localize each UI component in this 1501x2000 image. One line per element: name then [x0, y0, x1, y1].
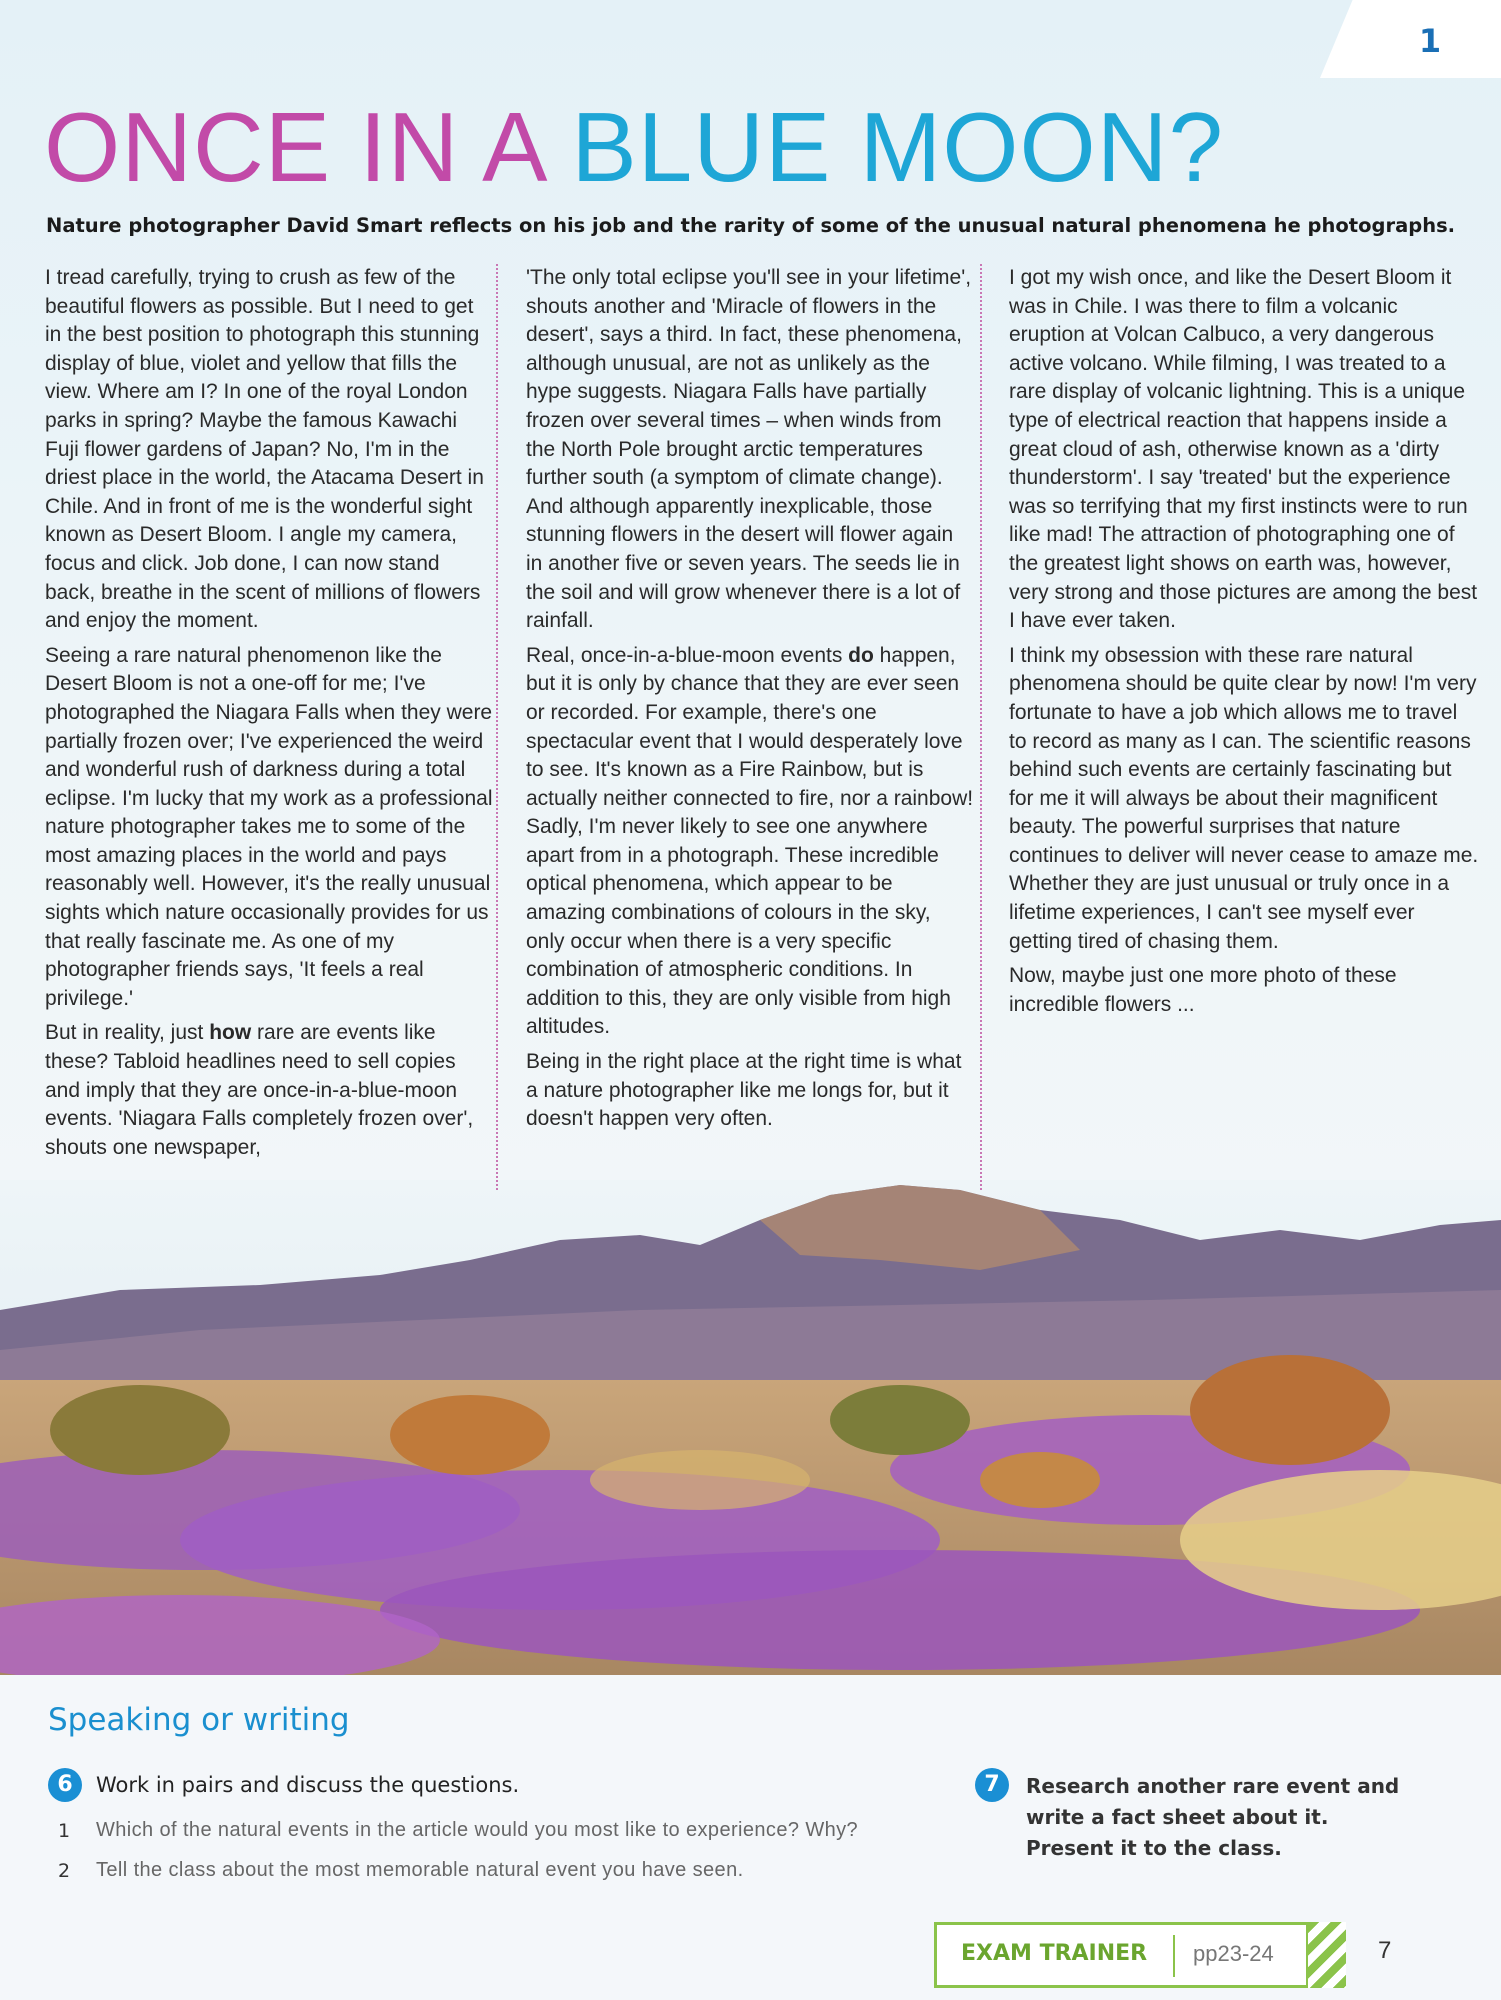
- col2-paragraph-2: Real, once-in-a-blue-moon events do happen, but it is only by chance that they are ever seen or recorded. For example, there's one spectacular event that I would desperately love to see. It's known as a Fire Rainbow, but is actually neither connected to fire, nor a rainbow! Sadly, I'm never likely to see one anywhere apart from in a photograph. These incredible optical phenomena, which appear to be amazing combinations of colours in the sky, only occur when there is a very specific combination of atmospheric conditions. In addition to this, they are only visible from high altitudes.: [526, 643, 974, 1039]
- col2-paragraph-1: 'The only total eclipse you'll see in your lifetime', shouts another and 'Miracle of flowers in the desert', says a third. In fact, these phenomena, although unusual, are not as unlikely as the hype suggests. Niagara Falls have partially frozen over several times – when winds from the North Pole brought arctic temperatures further south (a symptom of climate change). And although apparently inexplicable, those stunning flowers in the desert will flower again in another five or seven years. The seeds lie in the soil and will grow whenever there is a lot of rainfall.: [526, 266, 972, 633]
- question-2-text: Tell the class about the most memorable natural event you have seen.: [96, 1859, 744, 1881]
- exercise-7-badge: 7: [975, 1768, 1009, 1802]
- column-divider-2: [980, 264, 982, 1190]
- col1-paragraph-1: I tread carefully, trying to crush as few of the beautiful flowers as possible. But I need to get in the best position to photograph this stunning display of blue, violet and yellow that fills the view. Where am I? In one of the royal London parks in spring? Maybe the famous Kawachi Fuji flower gardens of Japan? No, I'm in the driest place in the world, the Atacama Desert in Chile. And in front of me is the wonderful sight known as Desert Bloom. I angle my camera, focus and click. Job done, I can now stand back, breathe in the scent of millions of flowers and enjoy the moment.: [45, 266, 484, 633]
- title-part-1: ONCE IN A: [44, 92, 572, 202]
- exam-trainer-stripes: [1308, 1922, 1346, 1988]
- question-1-number: 1: [58, 1820, 71, 1842]
- question-1-text: Which of the natural events in the article would you most like to experience? Why?: [96, 1819, 859, 1841]
- col1-paragraph-2: Seeing a rare natural phenomenon like the Desert Bloom is not a one-off for me; I've photographed the Niagara Falls when they were partially frozen over; I've experienced the weird and wonderful rush of darkness during a total eclipse. I'm lucky that my work as a professional nature photographer takes me to some of the most amazing places in the world and pays reasonably well. However, it's the really unusual sights which nature occasionally provides for us that really fascinate me. As one of my photographer friends says, 'It feels a real privilege.': [45, 643, 493, 1010]
- exercise-7-instruction: Research another rare event and write a fact sheet about it. Present it to the class.: [1026, 1774, 1400, 1860]
- exercise-6-instruction: Work in pairs and discuss the questions.: [96, 1773, 520, 1797]
- article-subtitle: Nature photographer David Smart reflects on his job and the rarity of some of the unusual natural phenomena he photographs.: [46, 214, 1456, 237]
- col3-paragraph-3: Now, maybe just one more photo of these incredible flowers ...: [1009, 964, 1397, 1016]
- exam-trainer-box: [934, 1922, 1309, 1988]
- col3-paragraph-2: I think my obsession with these rare natural phenomena should be quite clear by now! I'm very fortunate to have a job which allows me to travel to record as many as I can. The scientific reasons behind such events are certainly fascinating but for me it will always be about their magnificent beauty. The powerful surprises that nature continues to deliver will never cease to amaze me. Whether they are just unusual or truly once in a lifetime experiences, I can't see myself ever getting tired of chasing them.: [1009, 643, 1479, 953]
- article-column-1: [45, 264, 493, 1168]
- desert-bloom-photo: [0, 1180, 1501, 1675]
- question-2-number: 2: [58, 1860, 71, 1882]
- exam-trainer-separator: [1173, 1935, 1175, 1977]
- page-number: 7: [1378, 1937, 1392, 1964]
- col1-paragraph-3: But in reality, just how rare are events like these? Tabloid headlines need to sell copies and imply that they are once-in-a-blue-moon events. 'Niagara Falls completely frozen over', shouts one newspaper,: [45, 1021, 474, 1159]
- column-divider-1: [496, 264, 498, 1190]
- col3-paragraph-1: I got my wish once, and like the Desert Bloom it was in Chile. I was there to film a volcanic eruption at Volcan Calbuco, a very dangerous active volcano. While filming, I was treated to a rare display of volcanic lightning. This is a unique type of electrical reaction that happens inside a great cloud of ash, otherwise known as a 'dirty thunderstorm'. I say 'treated' but the experience was so terrifying that my first instincts were to run like mad! The attraction of photographing one of the greatest light shows on earth was, however, very strong and those pictures are among the best I have ever taken.: [1009, 266, 1478, 633]
- exam-trainer-pages: pp23-24: [1193, 1941, 1274, 1966]
- title-part-2: BLUE MOON?: [571, 92, 1224, 202]
- unit-number: 1: [1418, 22, 1442, 60]
- col2-paragraph-3: Being in the right place at the right time is what a nature photographer like me longs for, but it doesn't happen very often.: [526, 1050, 962, 1131]
- article-title: [44, 92, 1224, 202]
- article-column-3: [1009, 264, 1479, 1025]
- article-column-2: [526, 264, 974, 1140]
- section-title: Speaking or writing: [48, 1702, 350, 1738]
- exercise-6-badge: 6: [48, 1768, 82, 1802]
- exam-trainer-label: EXAM TRAINER: [961, 1941, 1148, 1966]
